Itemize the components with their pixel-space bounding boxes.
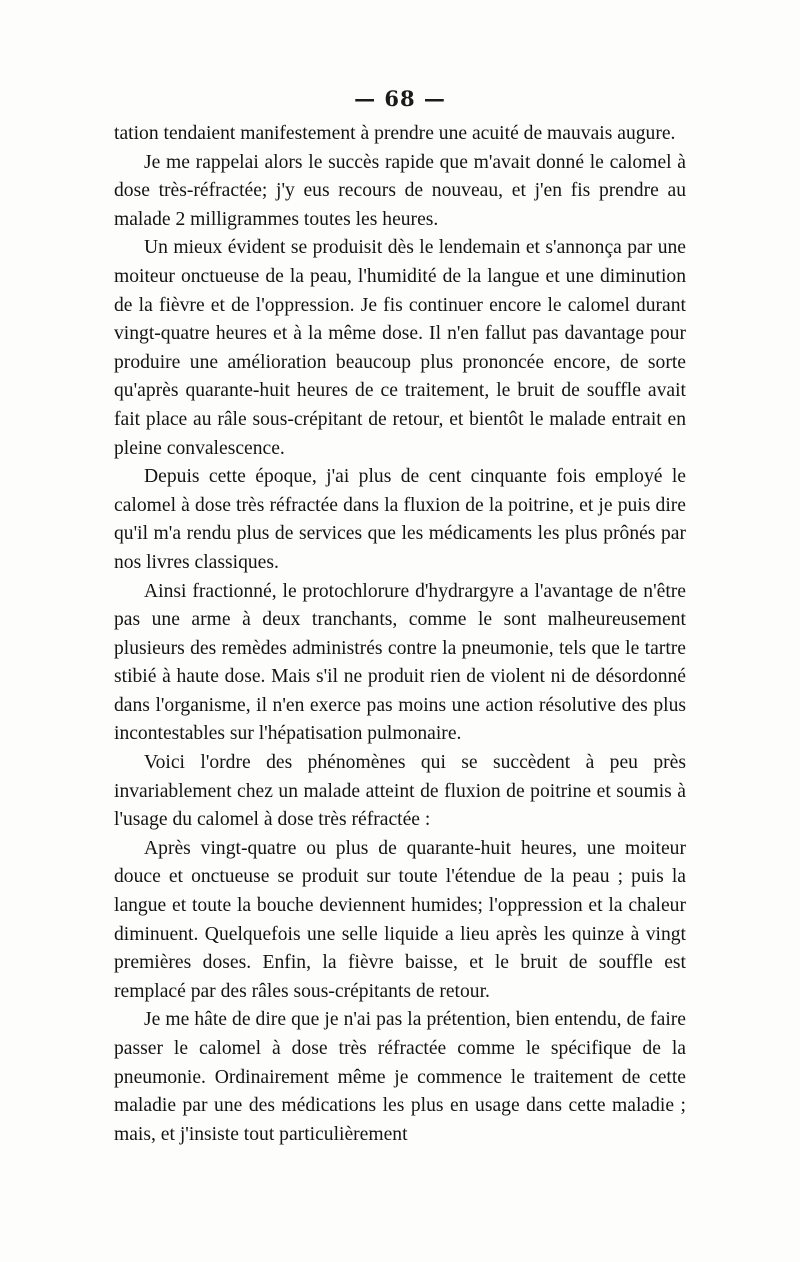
paragraph: Après vingt-quatre ou plus de quarante-huit heures, une moiteur douce et onctueuse se produit sur toute l'étendue de la peau ; puis la langue et toute la bouche deviennent humides; l'oppression et la chaleur diminuent. Quelquefois une selle liquide a lieu après les quinze à vingt premières doses. Enfin, la fièvre baisse, et le bruit de souffle est remplacé par des râles sous-crépitants de retour.	[114, 837, 686, 1002]
page-number-header: — 68 —	[354, 86, 446, 111]
paragraph: Voici l'ordre des phénomènes qui se succèdent à peu près invariablement chez un malade atteint de fluxion de poitrine et soumis à l'usage du calomel à dose très réfractée :	[114, 752, 686, 831]
body-text	[114, 120, 686, 1149]
paragraph: Ainsi fractionné, le protochlorure d'hydrargyre a l'avantage de n'être pas une arme à deux tranchants, comme le sont malheureusement plusieurs des remèdes administrés contre la pneumonie, tels que le tartre stibié à haute dose. Mais s'il ne produit rien de violent ni de désordonné dans l'organisme, il n'en exerce pas moins une action résolutive des plus incontestables sur l'hépatisation pulmonaire.	[114, 580, 686, 745]
paragraph: Depuis cette époque, j'ai plus de cent cinquante fois employé le calomel à dose très réfractée dans la fluxion de la poitrine, et je puis dire qu'il m'a rendu plus de services que les médicaments les plus prônés par nos livres classiques.	[114, 466, 686, 573]
paragraph: Je me hâte de dire que je n'ai pas la prétention, bien entendu, de faire passer le calomel à dose très réfractée comme le spécifique de la pneumonie. Ordinairement même je commence le traitement de cette maladie par une des médications les plus en usage dans cette maladie ; mais, et j'insiste tout particulièrement	[114, 1009, 686, 1145]
paragraph-continued: tation tendaient manifestement à prendre une acuité de mauvais augure.	[114, 123, 676, 144]
paragraph: Je me rappelai alors le succès rapide que m'avait donné le calomel à dose très-réfractée; j'y eus recours de nouveau, et j'en fis prendre au malade 2 milligrammes toutes les heures.	[114, 151, 686, 230]
paragraph: Un mieux évident se produisit dès le lendemain et s'annonça par une moiteur onctueuse de la peau, l'humidité de la langue et une diminution de la fièvre et de l'oppression. Je fis continuer encore le calomel durant vingt-quatre heures et à la même dose. Il n'en fallut pas davantage pour produire une amélioration beaucoup plus prononcée encore, de sorte qu'après quarante-huit heures de ce traitement, le bruit de souffle avait fait place au râle sous-crépitant de retour, et bientôt le malade entrait en pleine convalescence.	[114, 237, 686, 459]
